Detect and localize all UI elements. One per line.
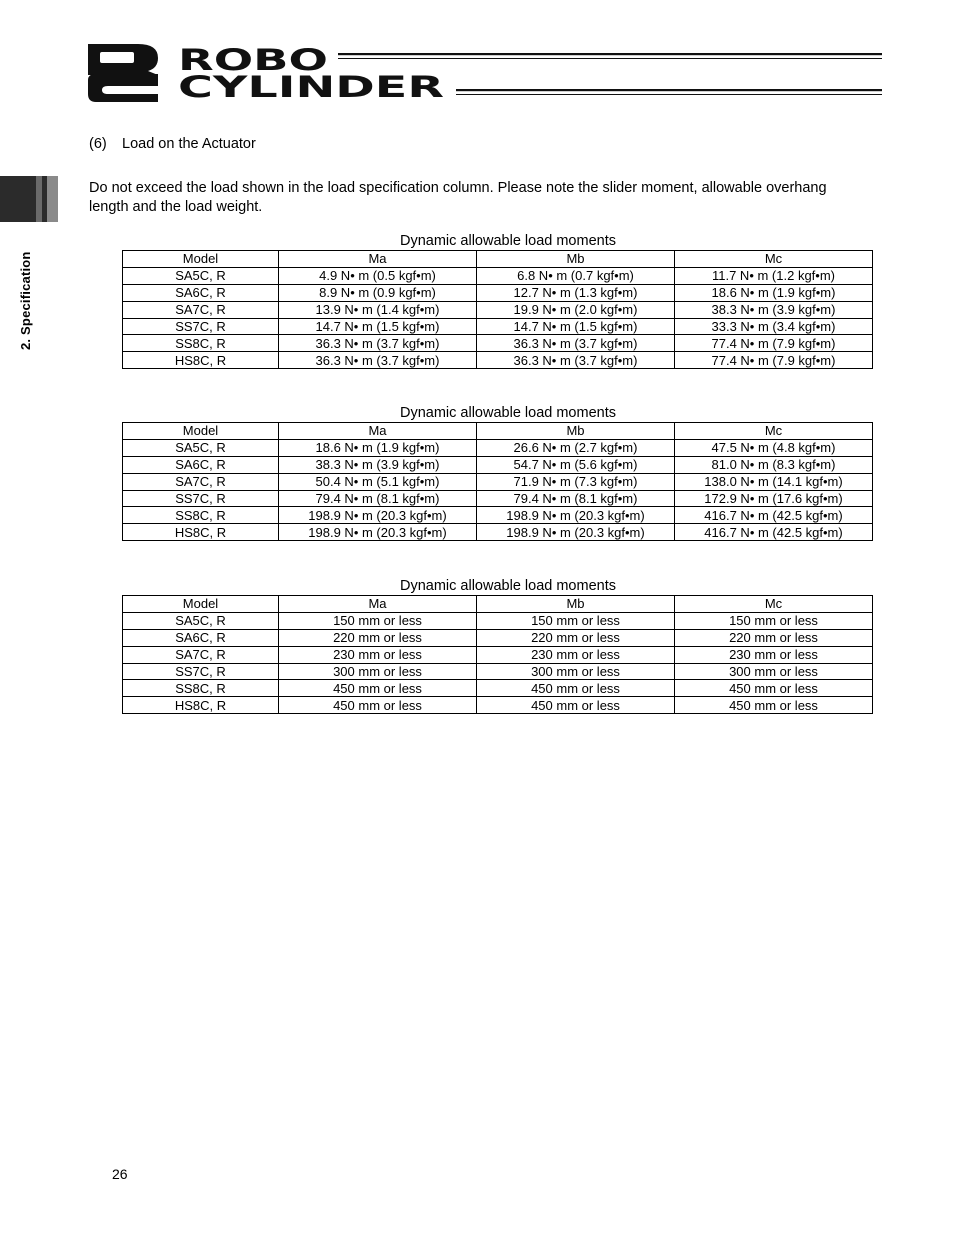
column-header-mb: Mb xyxy=(477,423,675,440)
mc-cell: 77.4 N• m (7.9 kgf•m) xyxy=(675,352,873,369)
ma-cell: 38.3 N• m (3.9 kgf•m) xyxy=(279,456,477,473)
column-header-mb: Mb xyxy=(477,251,675,268)
mb-cell: 12.7 N• m (1.3 kgf•m) xyxy=(477,284,675,301)
ma-cell: 450 mm or less xyxy=(279,680,477,697)
moment-table xyxy=(122,422,873,541)
ma-cell: 36.3 N• m (3.7 kgf•m) xyxy=(279,335,477,352)
mb-cell: 300 mm or less xyxy=(477,663,675,680)
model-cell: SA5C, R xyxy=(123,267,279,284)
model-cell: SS8C, R xyxy=(123,335,279,352)
chapter-tab-marker xyxy=(0,176,58,222)
mc-cell: 416.7 N• m (42.5 kgf•m) xyxy=(675,524,873,541)
load-table-2 xyxy=(122,404,873,541)
table-row xyxy=(123,646,873,663)
ma-cell: 36.3 N• m (3.7 kgf•m) xyxy=(279,352,477,369)
brand-line2: CYLINDER xyxy=(178,70,444,104)
overhang-table xyxy=(122,595,873,714)
mb-cell: 198.9 N• m (20.3 kgf•m) xyxy=(477,507,675,524)
model-cell: HS8C, R xyxy=(123,352,279,369)
mb-cell: 71.9 N• m (7.3 kgf•m) xyxy=(477,473,675,490)
mb-cell: 54.7 N• m (5.6 kgf•m) xyxy=(477,456,675,473)
mb-cell: 230 mm or less xyxy=(477,646,675,663)
table-row xyxy=(123,301,873,318)
column-header-mc: Mc xyxy=(675,251,873,268)
ma-cell: 14.7 N• m (1.5 kgf•m) xyxy=(279,318,477,335)
table-row xyxy=(123,318,873,335)
ma-cell: 4.9 N• m (0.5 kgf•m) xyxy=(279,267,477,284)
column-header-model: Model xyxy=(123,423,279,440)
mc-cell: 81.0 N• m (8.3 kgf•m) xyxy=(675,456,873,473)
column-header-mb: Mb xyxy=(477,596,675,613)
model-cell: SA7C, R xyxy=(123,473,279,490)
section-title: Load on the Actuator xyxy=(122,136,256,152)
table-row xyxy=(123,507,873,524)
table-row xyxy=(123,697,873,714)
model-cell: SS7C, R xyxy=(123,663,279,680)
chapter-label: 2. Specification xyxy=(18,251,33,350)
mb-cell: 450 mm or less xyxy=(477,680,675,697)
mb-cell: 26.6 N• m (2.7 kgf•m) xyxy=(477,439,675,456)
robo-cylinder-logo xyxy=(86,42,886,104)
mb-cell: 14.7 N• m (1.5 kgf•m) xyxy=(477,318,675,335)
table-row xyxy=(123,473,873,490)
model-cell: SA6C, R xyxy=(123,284,279,301)
ma-cell: 198.9 N• m (20.3 kgf•m) xyxy=(279,524,477,541)
table-row xyxy=(123,439,873,456)
ma-cell: 79.4 N• m (8.1 kgf•m) xyxy=(279,490,477,507)
table-caption: Dynamic allowable load moments xyxy=(400,233,616,249)
mc-cell: 77.4 N• m (7.9 kgf•m) xyxy=(675,335,873,352)
brand-line1: ROBO xyxy=(178,43,328,77)
model-cell: SA7C, R xyxy=(123,301,279,318)
ma-cell: 220 mm or less xyxy=(279,629,477,646)
model-cell: SS8C, R xyxy=(123,507,279,524)
ma-cell: 198.9 N• m (20.3 kgf•m) xyxy=(279,507,477,524)
column-header-model: Model xyxy=(123,596,279,613)
mb-cell: 79.4 N• m (8.1 kgf•m) xyxy=(477,490,675,507)
table-header-row xyxy=(123,596,873,613)
mb-cell: 6.8 N• m (0.7 kgf•m) xyxy=(477,267,675,284)
model-cell: SA5C, R xyxy=(123,439,279,456)
mb-cell: 36.3 N• m (3.7 kgf•m) xyxy=(477,352,675,369)
table-row xyxy=(123,612,873,629)
intro-paragraph: Do not exceed the load shown in the load specification column. Please note the slider moment, allowable overhang length and the load weight. xyxy=(89,180,827,215)
ma-cell: 50.4 N• m (5.1 kgf•m) xyxy=(279,473,477,490)
mc-cell: 138.0 N• m (14.1 kgf•m) xyxy=(675,473,873,490)
mc-cell: 11.7 N• m (1.2 kgf•m) xyxy=(675,267,873,284)
model-cell: SA5C, R xyxy=(123,612,279,629)
ma-cell: 230 mm or less xyxy=(279,646,477,663)
table-row xyxy=(123,352,873,369)
mc-cell: 450 mm or less xyxy=(675,680,873,697)
column-header-mc: Mc xyxy=(675,596,873,613)
mc-cell: 18.6 N• m (1.9 kgf•m) xyxy=(675,284,873,301)
mb-cell: 19.9 N• m (2.0 kgf•m) xyxy=(477,301,675,318)
column-header-model: Model xyxy=(123,251,279,268)
column-header-ma: Ma xyxy=(279,251,477,268)
model-cell: SS7C, R xyxy=(123,318,279,335)
column-header-mc: Mc xyxy=(675,423,873,440)
page-number: 26 xyxy=(112,1166,128,1182)
mb-cell: 198.9 N• m (20.3 kgf•m) xyxy=(477,524,675,541)
table-header-row xyxy=(123,251,873,268)
ma-cell: 8.9 N• m (0.9 kgf•m) xyxy=(279,284,477,301)
mc-cell: 33.3 N• m (3.4 kgf•m) xyxy=(675,318,873,335)
model-cell: SA6C, R xyxy=(123,629,279,646)
ma-cell: 18.6 N• m (1.9 kgf•m) xyxy=(279,439,477,456)
model-cell: SA6C, R xyxy=(123,456,279,473)
table-header-row xyxy=(123,423,873,440)
model-cell: HS8C, R xyxy=(123,524,279,541)
ma-cell: 450 mm or less xyxy=(279,697,477,714)
table-row xyxy=(123,629,873,646)
table-row xyxy=(123,335,873,352)
mc-cell: 416.7 N• m (42.5 kgf•m) xyxy=(675,507,873,524)
table-caption: Dynamic allowable load moments xyxy=(400,405,616,421)
mc-cell: 450 mm or less xyxy=(675,697,873,714)
mc-cell: 220 mm or less xyxy=(675,629,873,646)
mc-cell: 150 mm or less xyxy=(675,612,873,629)
moment-table xyxy=(122,250,873,369)
load-table-1 xyxy=(122,232,873,369)
mc-cell: 38.3 N• m (3.9 kgf•m) xyxy=(675,301,873,318)
section-heading xyxy=(89,136,256,152)
model-cell: SS8C, R xyxy=(123,680,279,697)
model-cell: HS8C, R xyxy=(123,697,279,714)
table-row xyxy=(123,680,873,697)
mb-cell: 36.3 N• m (3.7 kgf•m) xyxy=(477,335,675,352)
mb-cell: 150 mm or less xyxy=(477,612,675,629)
mc-cell: 230 mm or less xyxy=(675,646,873,663)
column-header-ma: Ma xyxy=(279,423,477,440)
mc-cell: 300 mm or less xyxy=(675,663,873,680)
mb-cell: 220 mm or less xyxy=(477,629,675,646)
ma-cell: 150 mm or less xyxy=(279,612,477,629)
column-header-ma: Ma xyxy=(279,596,477,613)
table-caption: Dynamic allowable load moments xyxy=(400,578,616,594)
section-number: (6) xyxy=(89,136,107,152)
table-row xyxy=(123,490,873,507)
table-row xyxy=(123,524,873,541)
load-table-3 xyxy=(122,577,873,714)
table-row xyxy=(123,284,873,301)
ma-cell: 300 mm or less xyxy=(279,663,477,680)
table-row xyxy=(123,267,873,284)
rc-monogram xyxy=(88,44,158,102)
mc-cell: 47.5 N• m (4.8 kgf•m) xyxy=(675,439,873,456)
model-cell: SA7C, R xyxy=(123,646,279,663)
mb-cell: 450 mm or less xyxy=(477,697,675,714)
table-row xyxy=(123,456,873,473)
ma-cell: 13.9 N• m (1.4 kgf•m) xyxy=(279,301,477,318)
model-cell: SS7C, R xyxy=(123,490,279,507)
table-row xyxy=(123,663,873,680)
mc-cell: 172.9 N• m (17.6 kgf•m) xyxy=(675,490,873,507)
